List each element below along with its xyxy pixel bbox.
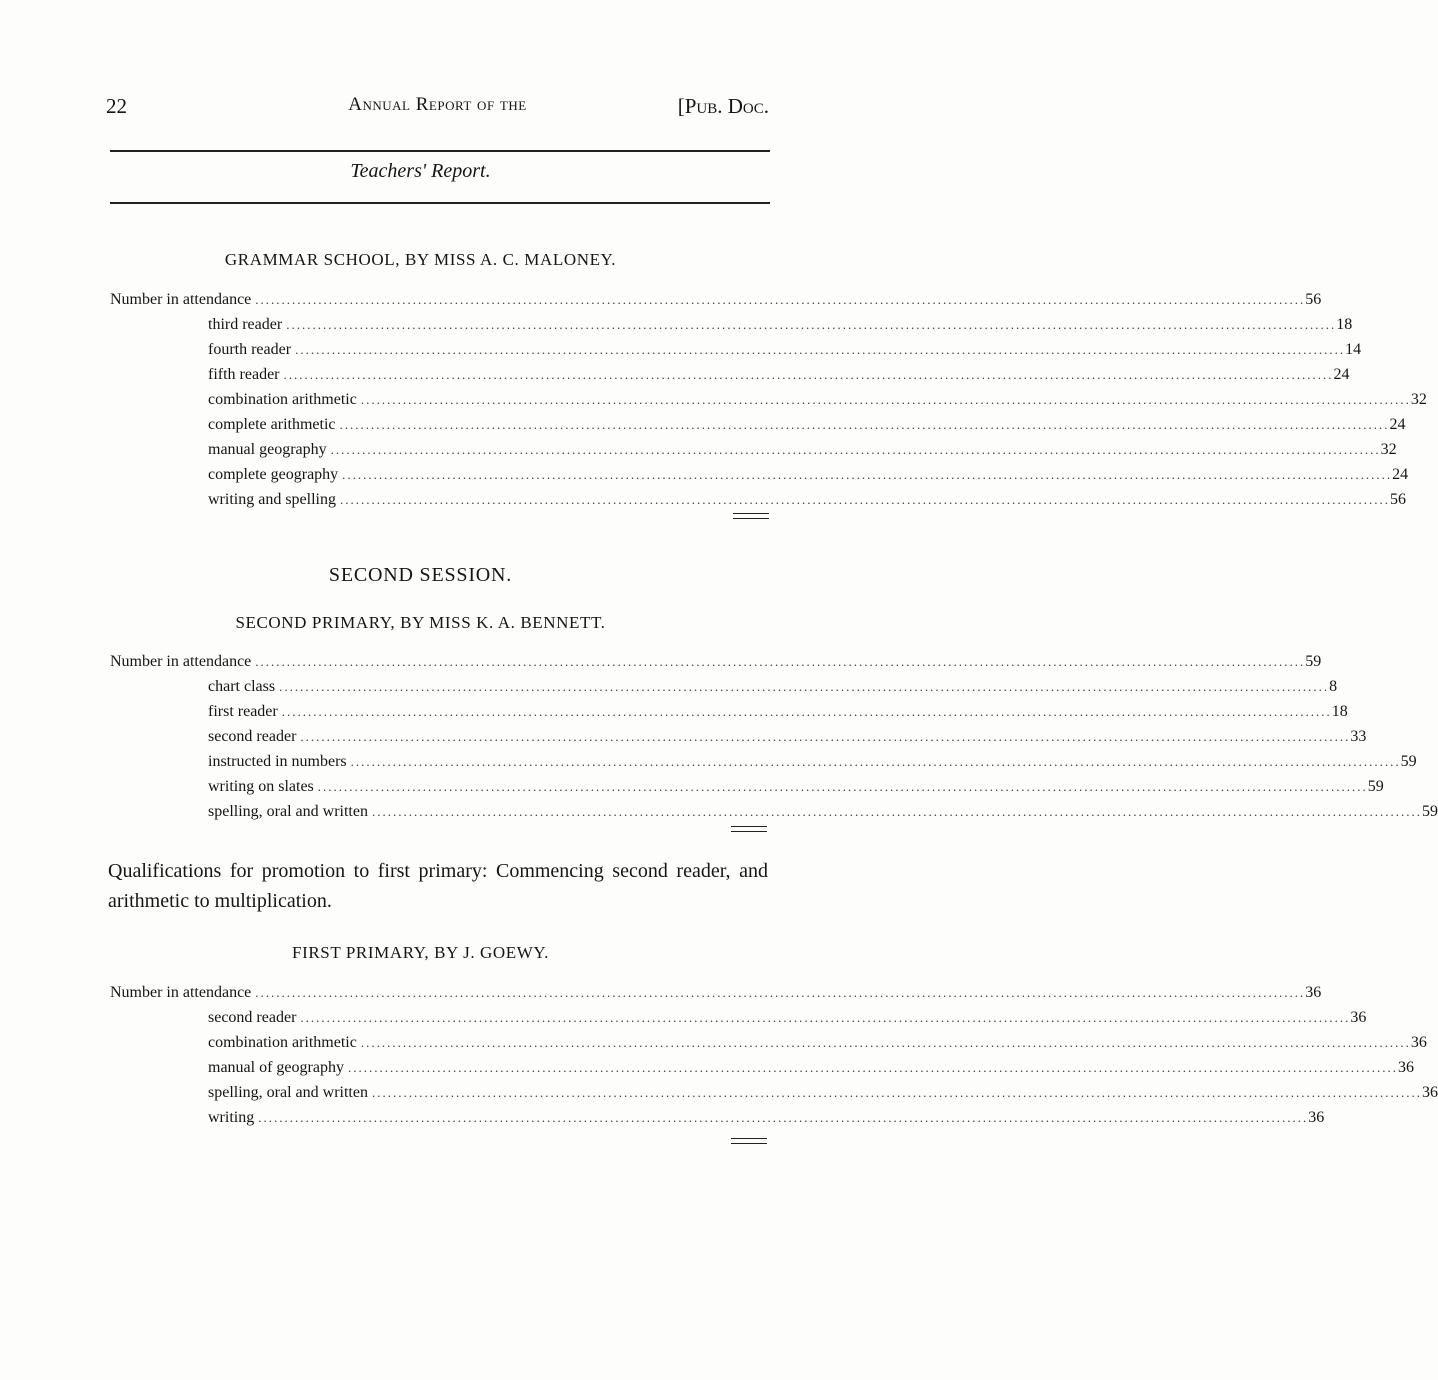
total-rule <box>733 513 769 519</box>
dot-leader: ........................................................................................................................................................................................................ <box>371 1085 1422 1100</box>
dot-leader: ........................................................................................................................................................................................................ <box>347 1060 1398 1075</box>
row-value: 24 <box>1389 416 1406 433</box>
row-label: third reader <box>208 316 283 333</box>
row-label: complete geography <box>208 466 339 483</box>
table-row <box>110 312 1353 337</box>
row-label: second reader <box>208 728 297 745</box>
row-value: 36 <box>1421 1084 1438 1101</box>
dot-leader: ........................................................................................................................................................................................................ <box>360 392 1411 407</box>
dot-leader: ........................................................................................................................................................................................................ <box>317 779 1368 794</box>
row-label: spelling, oral and written <box>208 803 368 820</box>
table-row <box>110 462 1409 487</box>
table-row <box>110 649 1322 674</box>
row-value: 24 <box>1333 366 1350 383</box>
row-label: chart class <box>208 678 276 695</box>
table-row <box>110 774 1384 799</box>
table-row <box>110 337 1362 362</box>
table-row <box>110 1080 1438 1105</box>
dot-leader: ........................................................................................................................................................................................................ <box>300 729 1351 744</box>
total-rule <box>731 1138 767 1144</box>
row-label: instructed in numbers <box>208 753 347 770</box>
row-label: writing on slates <box>208 778 314 795</box>
dot-leader: ........................................................................................................................................................................................................ <box>330 442 1381 457</box>
row-value: 24 <box>1392 466 1409 483</box>
table-row <box>110 437 1397 462</box>
first-primary-heading: FIRST PRIMARY, BY J. GOEWY. <box>292 943 549 962</box>
dot-leader: ........................................................................................................................................................................................................ <box>279 679 1330 694</box>
row-label: spelling, oral and written <box>208 1084 368 1101</box>
row-label: Number in attendance <box>110 984 252 1001</box>
row-value: 59 <box>1305 653 1322 670</box>
header-rule-top <box>110 150 770 152</box>
table-row <box>110 412 1406 437</box>
table-row <box>110 1105 1325 1130</box>
table-row <box>110 287 1322 312</box>
grammar-table <box>110 287 1427 512</box>
row-value: 56 <box>1305 291 1322 308</box>
table-row <box>110 487 1406 512</box>
row-label: second reader <box>208 1009 297 1026</box>
row-value: 59 <box>1367 778 1384 795</box>
grammar-heading: GRAMMAR SCHOOL, BY MISS A. C. MALONEY. <box>224 250 617 269</box>
dot-leader: ........................................................................................................................................................................................................ <box>350 754 1401 769</box>
row-label: writing <box>208 1109 255 1126</box>
running-header <box>106 94 769 124</box>
row-value: 59 <box>1400 753 1417 770</box>
dot-leader: ........................................................................................................................................................................................................ <box>339 492 1390 507</box>
section-subtitle: Teachers' Report. <box>350 160 491 182</box>
table-row <box>110 799 1438 824</box>
doc-label: [Pub. Doc. <box>677 94 769 118</box>
dot-leader: ........................................................................................................................................................................................................ <box>255 292 1306 307</box>
table-row <box>110 980 1322 1005</box>
table-row <box>110 699 1348 724</box>
dot-leader: ........................................................................................................................................................................................................ <box>295 342 1346 357</box>
header-rule-bottom <box>110 202 770 204</box>
row-value: 33 <box>1350 728 1367 745</box>
total-rule <box>731 826 767 832</box>
dot-leader: ........................................................................................................................................................................................................ <box>283 367 1334 382</box>
row-value: 36 <box>1397 1059 1414 1076</box>
table-row <box>110 1030 1427 1055</box>
row-label: fourth reader <box>208 341 292 358</box>
second-primary-heading: SECOND PRIMARY, BY MISS K. A. BENNETT. <box>235 613 606 632</box>
table-row <box>110 749 1417 774</box>
qualifications-paragraph: Qualifications for promotion to first primary: Commencing second reader, and arithmetic to multiplication. <box>108 860 768 912</box>
dot-leader: ........................................................................................................................................................................................................ <box>339 417 1390 432</box>
dot-leader: ........................................................................................................................................................................................................ <box>371 804 1422 819</box>
row-value: 36 <box>1308 1109 1325 1126</box>
row-value: 32 <box>1380 441 1397 458</box>
row-value: 36 <box>1305 984 1322 1001</box>
dot-leader: ........................................................................................................................................................................................................ <box>258 1110 1309 1125</box>
second-session-heading: SECOND SESSION. <box>328 564 513 586</box>
table-row <box>110 1005 1367 1030</box>
table-row <box>110 724 1367 749</box>
row-value: 18 <box>1336 316 1353 333</box>
dot-leader: ........................................................................................................................................................................................................ <box>255 654 1306 669</box>
row-value: 59 <box>1421 803 1438 820</box>
row-label: manual geography <box>208 441 327 458</box>
second-primary-table <box>110 649 1438 824</box>
running-title: Annual Report of the <box>348 94 527 115</box>
row-label: combination arithmetic <box>208 1034 357 1051</box>
row-label: fifth reader <box>208 366 280 383</box>
row-label: manual of geography <box>208 1059 344 1076</box>
table-row <box>110 362 1350 387</box>
row-value: 56 <box>1389 491 1406 508</box>
table-row <box>110 674 1338 699</box>
row-label: Number in attendance <box>110 653 252 670</box>
dot-leader: ........................................................................................................................................................................................................ <box>360 1035 1411 1050</box>
row-value: 14 <box>1345 341 1362 358</box>
row-label: writing and spelling <box>208 491 336 508</box>
row-value: 36 <box>1350 1009 1367 1026</box>
row-label: first reader <box>208 703 278 720</box>
table-row <box>110 387 1427 412</box>
row-value: 36 <box>1410 1034 1427 1051</box>
page-number: 22 <box>106 94 127 118</box>
row-label: Number in attendance <box>110 291 252 308</box>
row-label: combination arithmetic <box>208 391 357 408</box>
dot-leader: ........................................................................................................................................................................................................ <box>342 467 1393 482</box>
dot-leader: ........................................................................................................................................................................................................ <box>255 985 1306 1000</box>
dot-leader: ........................................................................................................................................................................................................ <box>286 317 1337 332</box>
dot-leader: ........................................................................................................................................................................................................ <box>300 1010 1351 1025</box>
table-row <box>110 1055 1414 1080</box>
row-value: 32 <box>1410 391 1427 408</box>
dot-leader: ........................................................................................................................................................................................................ <box>281 704 1332 719</box>
first-primary-table <box>110 980 1438 1130</box>
row-value: 8 <box>1329 678 1338 695</box>
row-label: complete arithmetic <box>208 416 336 433</box>
row-value: 18 <box>1331 703 1348 720</box>
